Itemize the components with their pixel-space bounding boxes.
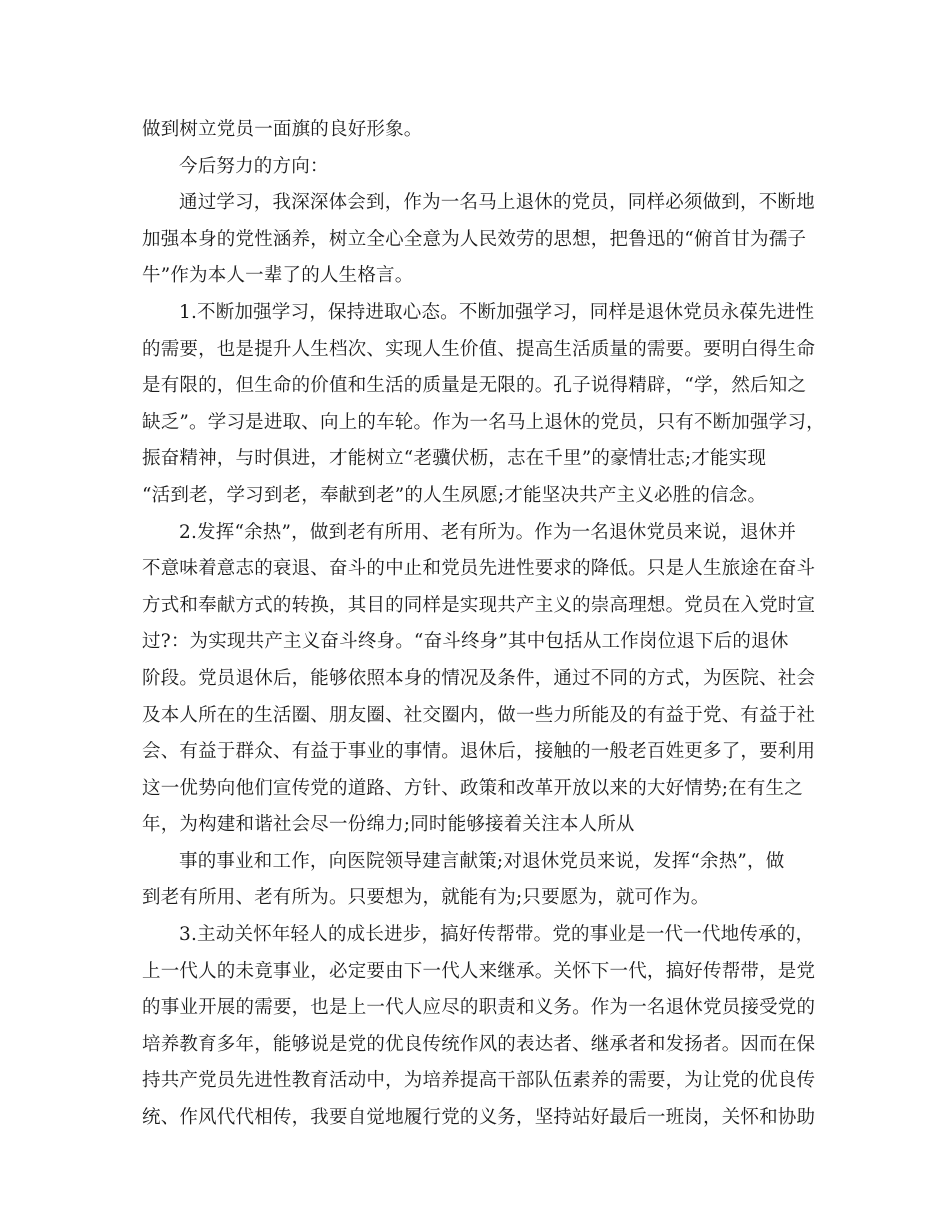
- text-line: 阶段。党员退休后，能够依照本身的情况及条件，通过不同的方式，为医院、社会: [142, 667, 816, 689]
- text-line: 会、有益于群众、有益于事业的事情。退休后，接触的一般老百姓更多了，要利用: [142, 741, 816, 763]
- text-line: 振奋精神，与时俱进，才能树立“老骥伏枥，志在千里”的豪情壮志;才能实现: [142, 448, 767, 470]
- text-line: 上一代人的未竟事业，必定要由下一代人来继承。关怀下一代，搞好传帮带，是党: [142, 960, 816, 982]
- text-line: 这一优势向他们宣传党的道路、方针、政策和改革开放以来的大好情势;在有生之: [142, 777, 803, 799]
- text-line: 1.不断加强学习，保持进取心态。不断加强学习，同样是退休党员永葆先进性: [179, 301, 815, 323]
- text-line: “活到老，学习到老，奉献到老”的人生夙愿;才能坚决共产主义必胜的信念。: [142, 484, 767, 506]
- text-line: 做到树立党员一面旗的良好形象。: [142, 119, 423, 140]
- text-line: 到老有所用、老有所为。只要想为，就能有为;只要愿为，就可作为。: [142, 887, 710, 909]
- text-line: 年，为构建和谐社会尽一份绵力;同时能够接着关注本人所从: [142, 814, 635, 836]
- text-line: 通过学习，我深深体会到，作为一名马上退休的党员，同样必须做到，不断地: [179, 192, 815, 214]
- text-line: 培养教育多年，能够说是党的优良传统作风的表达者、继承者和发扬者。因而在保: [142, 1033, 816, 1055]
- text-line: 的事业开展的需要，也是上一代人应尽的职责和义务。作为一名退休党员接受党的: [142, 997, 816, 1019]
- text-line: 及本人所在的生活圈、朋友圈、社交圈内，做一些力所能及的有益于党、有益于社: [142, 704, 816, 726]
- text-line: 的需要，也是提升人生档次、实现人生价值、提高生活质量的需要。要明白得生命: [142, 338, 816, 360]
- text-line: 牛”作为本人一辈了的人生格言。: [142, 265, 414, 287]
- document-body: [142, 112, 825, 1137]
- text-line: 3.主动关怀年轻人的成长进步，搞好传帮带。党的事业是一代一代地传承的，: [179, 924, 815, 946]
- text-line: 持共产党员先进性教育活动中，为培养提高干部队伍素养的需要，为让党的优良传: [142, 1070, 816, 1092]
- text-line: 方式和奉献方式的转换，其目的同样是实现共产主义的崇高理想。党员在入党时宣: [142, 594, 816, 616]
- text-line: 不意味着意志的衰退、奋斗的中止和党员先进性要求的降低。只是人生旅途在奋斗: [142, 558, 816, 580]
- text-line: 加强本身的党性涵养，树立全心全意为人民效劳的思想，把鲁迅的“俯首甘为孺子: [142, 228, 807, 250]
- text-line: 过?：为实现共产主义奋斗终身。“奋斗终身”其中包括从工作岗位退下后的退休: [142, 631, 789, 653]
- text-line: 是有限的，但生命的价值和生活的质量是无限的。孔子说得精辟，“学，然后知之: [142, 375, 807, 397]
- text-line: 事的事业和工作，向医院领导建言献策;对退休党员来说，发挥“余热”，做: [179, 850, 785, 872]
- text-line: 缺乏”。学习是进取、向上的车轮。作为一名马上退休的党员，只有不断加强学习，: [142, 411, 825, 433]
- text-line: 统、作风代代相传，我要自觉地履行党的义务，坚持站好最后一班岗，关怀和协助: [142, 1107, 816, 1129]
- text-line: 今后努力的方向：: [179, 155, 329, 177]
- text-line: 2.发挥“余热”，做到老有所用、老有所为。作为一名退休党员来说，退休并: [179, 521, 797, 543]
